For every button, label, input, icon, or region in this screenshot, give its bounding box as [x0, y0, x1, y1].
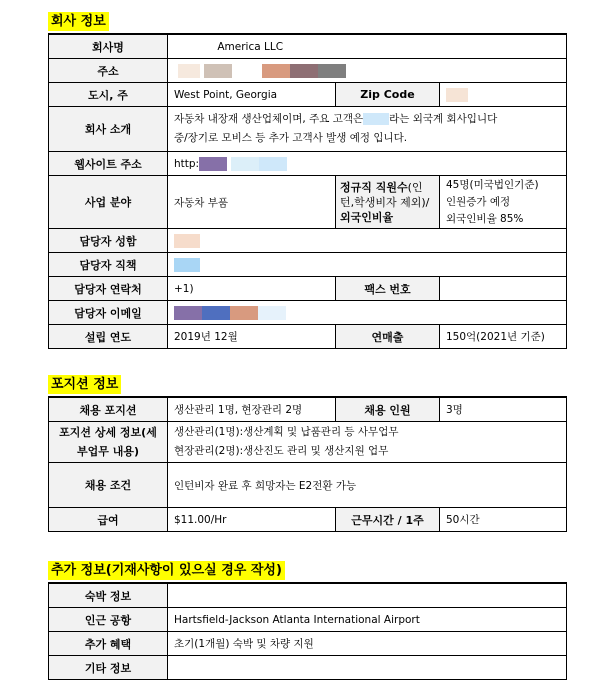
hours-value: 50시간 [440, 508, 567, 532]
redaction [363, 113, 389, 125]
website-label: 웹사이트 주소 [49, 152, 168, 176]
section-title-position: 포지션 정보 [48, 375, 121, 394]
founded-label: 설립 연도 [49, 325, 168, 349]
other-value [168, 656, 567, 680]
row-contact-name [49, 229, 567, 253]
row-contact-email [49, 301, 567, 325]
redaction [204, 64, 232, 78]
zip-value [440, 83, 567, 107]
founded-value: 2019년 12월 [168, 325, 336, 349]
revenue-value: 150억(2021년 기준) [440, 325, 567, 349]
airport-value: Hartsfield-Jackson Atlanta International Airport [168, 608, 567, 632]
city-label: 도시, 주 [49, 83, 168, 107]
page-title-fragment [48, 0, 566, 3]
salary-label: 급여 [49, 508, 168, 532]
row-city [49, 83, 567, 107]
redaction [446, 88, 468, 102]
redaction [174, 40, 214, 54]
row-lodging [49, 583, 567, 608]
hiring-label: 채용 포지션 [49, 397, 168, 422]
extra-info-table [48, 582, 567, 680]
contact-title-value [168, 253, 567, 277]
contact-name-label: 담당자 성함 [49, 229, 168, 253]
employees-label: 정규직 직원수(인턴,학생비자 제외)/외국인비율 [336, 176, 440, 229]
redaction [174, 258, 200, 272]
contact-phone-value: +1) [168, 277, 336, 301]
redaction [258, 306, 286, 320]
company-info-table [48, 33, 567, 349]
row-business [49, 176, 567, 229]
conditions-value: 인턴비자 완료 후 희망자는 E2전환 가능 [168, 463, 567, 508]
redaction [202, 306, 230, 320]
row-detail [49, 422, 567, 463]
contact-title-label: 담당자 직책 [49, 253, 168, 277]
lodging-label: 숙박 정보 [49, 583, 168, 608]
row-hiring [49, 397, 567, 422]
company-name-label: 회사명 [49, 34, 168, 59]
redaction [174, 306, 202, 320]
fax-value [440, 277, 567, 301]
row-founded [49, 325, 567, 349]
fax-label: 팩스 번호 [336, 277, 440, 301]
row-website [49, 152, 567, 176]
company-name-value [168, 34, 567, 59]
hiring-value: 생산관리 1명, 현장관리 2명 [168, 397, 336, 422]
business-value: 자동차 부품 [168, 176, 336, 229]
redaction [231, 157, 259, 171]
intro-value: 자동차 내장재 생산업체이며, 주요 고객은 라는 외국계 회사입니다 중/장기로 모비스 등 추가 고객사 발생 예정 입니다. [168, 107, 567, 152]
headcount-value: 3명 [440, 397, 567, 422]
contact-name-value [168, 229, 567, 253]
contact-email-label: 담당자 이메일 [49, 301, 168, 325]
row-airport [49, 608, 567, 632]
row-conditions [49, 463, 567, 508]
website-value: http: [168, 152, 567, 176]
redaction [174, 234, 200, 248]
redaction [318, 64, 346, 78]
contact-phone-label: 담당자 연락처 [49, 277, 168, 301]
other-label: 기타 정보 [49, 656, 168, 680]
row-benefits [49, 632, 567, 656]
row-other [49, 656, 567, 680]
salary-value: $11.00/Hr [168, 508, 336, 532]
row-company-name [49, 34, 567, 59]
address-value [168, 59, 567, 83]
airport-label: 인근 공항 [49, 608, 168, 632]
row-contact-title [49, 253, 567, 277]
redaction [290, 64, 318, 78]
conditions-label: 채용 조건 [49, 463, 168, 508]
row-address [49, 59, 567, 83]
redaction [259, 157, 287, 171]
redaction [199, 157, 227, 171]
redaction [262, 64, 290, 78]
row-salary [49, 508, 567, 532]
contact-email-value [168, 301, 567, 325]
row-intro [49, 107, 567, 152]
redaction [230, 306, 258, 320]
redaction [178, 64, 200, 78]
detail-value: 생산관리(1명):생산계획 및 납품관리 등 사무업무 현장관리(2명):생산진도 관리 및 생산지원 업무 [168, 422, 567, 463]
zip-label: Zip Code [336, 83, 440, 107]
intro-label: 회사 소개 [49, 107, 168, 152]
employees-value: 45명(미국법인기준) 인원증가 예정 외국인비율 85% [440, 176, 567, 229]
headcount-label: 채용 인원 [336, 397, 440, 422]
detail-label: 포지션 상세 정보(세 부업무 내용) [49, 422, 168, 463]
hours-label: 근무시간 / 1주 [336, 508, 440, 532]
revenue-label: 연매출 [336, 325, 440, 349]
lodging-value [168, 583, 567, 608]
address-label: 주소 [49, 59, 168, 83]
section-title-extra: 추가 정보(기재사항이 있으실 경우 작성) [48, 561, 285, 580]
city-value: West Point, Georgia [168, 83, 336, 107]
benefits-value: 초기(1개월) 숙박 및 차량 지원 [168, 632, 567, 656]
company-name-text: America LLC [217, 40, 284, 53]
benefits-label: 추가 혜택 [49, 632, 168, 656]
section-title-company: 회사 정보 [48, 12, 109, 31]
row-contact-phone [49, 277, 567, 301]
position-info-table [48, 396, 567, 532]
business-label: 사업 분야 [49, 176, 168, 229]
